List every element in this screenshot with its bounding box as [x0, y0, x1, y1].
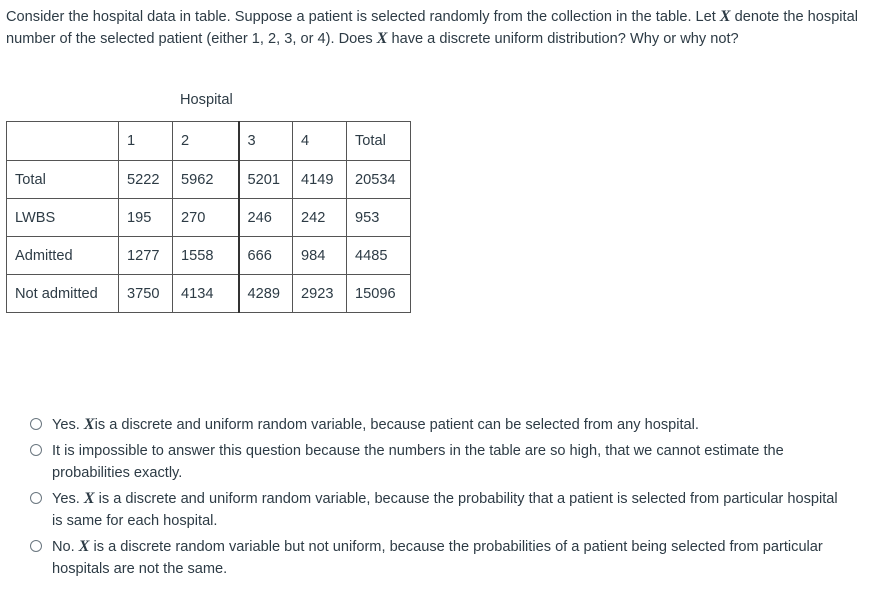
table-cell: 4485 [347, 237, 411, 275]
table-cell: 2923 [293, 275, 347, 313]
option-text: It is impossible to answer this question because the numbers in the table are so high, that we cannot estimate the probabilities exactly. [52, 443, 784, 481]
table-cell: 984 [293, 237, 347, 275]
answer-option-3[interactable] [30, 488, 850, 532]
variable-x: X [83, 490, 95, 507]
question-text [6, 6, 872, 50]
table-cell: 666 [239, 237, 293, 275]
variable-x: X [719, 8, 731, 25]
table-cell: 15096 [347, 275, 411, 313]
table-cell: 5962 [173, 161, 239, 199]
table-cell: 3750 [119, 275, 173, 313]
answer-options [30, 414, 850, 584]
table-cell: 4149 [293, 161, 347, 199]
answer-option-2[interactable] [30, 440, 850, 484]
table-cell: 1558 [173, 237, 239, 275]
table-cell: 242 [293, 199, 347, 237]
question-part-3: have a discrete uniform distribution? Why or why not? [387, 31, 739, 47]
table-cell: 4134 [173, 275, 239, 313]
table-header-row [7, 122, 411, 161]
question-part-2: denote the hospital number of the selected patient (either 1, 2, 3, or 4). Does [6, 9, 858, 47]
table-cell: 270 [173, 199, 239, 237]
table-row [7, 237, 411, 275]
header-cell: 4 [293, 122, 347, 161]
row-label: Total [7, 161, 119, 199]
header-cell: 1 [119, 122, 173, 161]
option-text: Yes. [52, 417, 84, 433]
table-cell: 195 [119, 199, 173, 237]
header-cell: 3 [239, 122, 293, 161]
question-part-1: Consider the hospital data in table. Suppose a patient is selected randomly from the collection in the table. Let [6, 9, 720, 25]
variable-x: X [83, 416, 95, 433]
table-row [7, 199, 411, 237]
table-cell: 953 [347, 199, 411, 237]
radio-button[interactable] [30, 540, 42, 552]
header-cell: 2 [173, 122, 239, 161]
header-cell [7, 122, 119, 161]
row-label: LWBS [7, 199, 119, 237]
answer-option-4[interactable] [30, 536, 850, 580]
variable-x: X [78, 538, 90, 555]
table-row [7, 161, 411, 199]
table-cell: 246 [239, 199, 293, 237]
radio-button[interactable] [30, 492, 42, 504]
option-text: is a discrete and uniform random variable, because patient can be selected from any hospital. [94, 417, 699, 433]
option-text: Yes. [52, 491, 84, 507]
answer-option-1[interactable] [30, 414, 850, 436]
row-label: Not admitted [7, 275, 119, 313]
table-cell: 4289 [239, 275, 293, 313]
table-cell: 20534 [347, 161, 411, 199]
table-row [7, 275, 411, 313]
option-text: No. [52, 539, 79, 555]
table-cell: 5222 [119, 161, 173, 199]
option-text: is a discrete random variable but not uniform, because the probabilities of a patient being selected from particular hospitals are not the same. [52, 539, 823, 577]
table-caption: Hospital [180, 92, 233, 108]
row-label: Admitted [7, 237, 119, 275]
radio-button[interactable] [30, 444, 42, 456]
hospital-table [6, 121, 411, 313]
option-text: is a discrete and uniform random variable, because the probability that a patient is selected from particular hospital is same for each hospital. [52, 491, 838, 529]
table-cell: 5201 [239, 161, 293, 199]
radio-button[interactable] [30, 418, 42, 430]
header-cell: Total [347, 122, 411, 161]
variable-x: X [376, 30, 388, 47]
table-cell: 1277 [119, 237, 173, 275]
